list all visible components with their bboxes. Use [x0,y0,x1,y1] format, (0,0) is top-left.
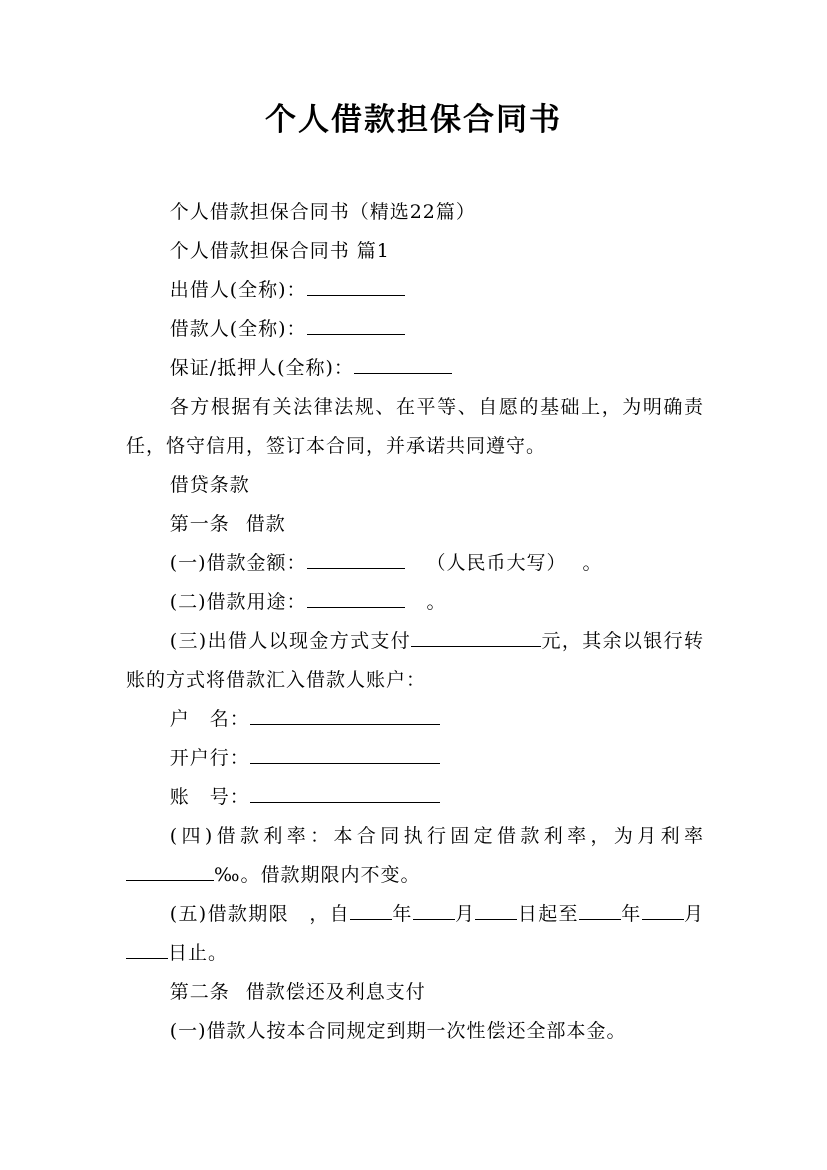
subtitle: 个人借款担保合同书（精选22篇） [169,201,476,223]
day2-blank [126,938,168,959]
lender-label: 出借人(全称)： [169,279,307,301]
article2-item1: (一)借款人按本合同规定到期一次性偿还全部本金。 [169,1020,627,1042]
bank-blank [250,743,440,764]
article2-title: 借款偿还及利息支付 [245,981,426,1003]
item4-blank [126,860,214,881]
article2-heading [126,973,704,1012]
account-name-line [126,700,704,739]
item1-blank [307,548,405,569]
account-no-label: 账 号： [169,786,250,808]
item2-label: (二)借款用途： [169,591,307,613]
document-body [126,193,704,1051]
article1-number: 第一条 [169,513,230,535]
item1-label: (一)借款金额： [169,552,307,574]
article1-title: 借款 [245,513,286,535]
article2-number: 第二条 [169,981,230,1003]
year2-blank [579,899,621,920]
item4-suffix: ‰。借款期限内不变。 [214,864,421,886]
year1-label: 年 [392,903,413,925]
item1-note: （人民币大写） [426,552,567,574]
document-title: 个人借款担保合同书 [265,102,562,138]
month1-label: 月 [454,903,476,925]
day1-blank [475,899,517,920]
account-no-line [126,778,704,817]
item4-prefix: (四)借款利率：本合同执行固定借款利率，为月利率 [169,825,704,847]
lender-blank [307,275,405,296]
month1-blank [413,899,455,920]
item2-blank [307,587,405,608]
item2-line [126,583,704,622]
item3-suffix: 元，其余以银行转账的方式将借款汇入借款人账户： [126,630,704,691]
article1-heading [126,505,704,544]
month2-blank [642,899,684,920]
account-name-blank [250,704,440,725]
item3-blank [411,626,541,647]
item5-prefix: (五)借款期限 ，自 [169,903,351,925]
day-end-label: 日止。 [168,942,229,964]
item1-line [126,544,704,583]
section-heading: 借贷条款 [169,474,250,496]
guarantor-label: 保证/抵押人(全称)： [169,357,354,379]
item4-paragraph [126,817,704,895]
part-heading: 个人借款担保合同书 篇1 [169,240,390,262]
borrower-label: 借款人(全称)： [169,318,307,340]
year2-label: 年 [620,903,642,925]
borrower-blank [307,314,405,335]
borrower-line [126,310,704,349]
month2-label: 月 [683,903,704,925]
item3-prefix: (三)出借人以现金方式支付 [169,630,412,652]
day-from-label: 日起至 [517,903,579,925]
account-no-blank [250,782,440,803]
item3-paragraph [126,622,704,700]
bank-label: 开户行： [169,747,250,769]
item1-end: 。 [582,552,603,574]
year1-blank [350,899,392,920]
guarantor-blank [354,353,452,374]
intro-paragraph: 各方根据有关法律法规、在平等、自愿的基础上，为明确责任，恪守信用，签订本合同，并承诺共同遵守。 [126,396,704,457]
account-name-label: 户 名： [169,708,250,730]
item2-end: 。 [426,591,447,613]
lender-line [126,271,704,310]
guarantor-line [126,349,704,388]
bank-line [126,739,704,778]
item5-paragraph [126,895,704,973]
